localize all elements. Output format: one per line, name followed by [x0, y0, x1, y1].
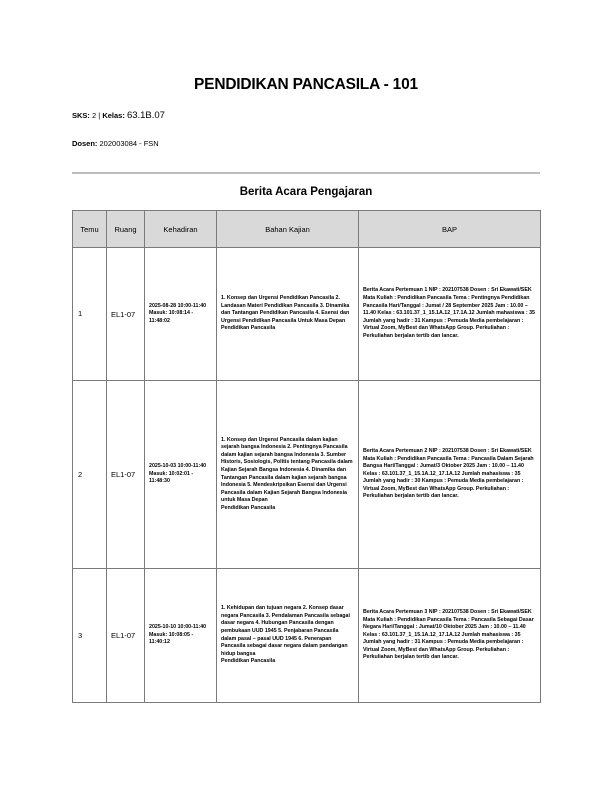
bahan-topic: 1. Kehidupan dan tujuan negara 2. Konsep dasar negara Pancasila 3. Pendalaman Pancasila sebagai dasar negara 4. Hubungan Pancasila dengan pembukaan UUD 1945 5. Penjabaran Pancasila dalam pasal – pasal UUD 1945 6. Penerapan Pancasila sebagai dasar negara dalam pandangan hidup bangsa — [221, 605, 350, 657]
bahan-kajian-cell — [217, 569, 359, 703]
temu-cell: 3 — [73, 569, 107, 703]
kelas-label: Kelas: — [102, 111, 125, 120]
bahan-topic: 1. Konsep dan Urgensi Pendidikan Pancasila 2. Landasan Materi Pendidikan Pancasila 3. Dinamika dan Tantangan Pendidikan Pancasila 4. Esensi dan Urgensi Pendidikan Pancasila Untuk Masa Depan — [221, 295, 350, 324]
bahan-subject: Pendidikan Pancasila — [221, 504, 276, 511]
ruang-cell: EL1-07 — [107, 248, 145, 381]
table-row — [73, 381, 541, 569]
ruang-cell: EL1-07 — [107, 381, 145, 569]
course-title: PENDIDIKAN PANCASILA - 101 — [194, 76, 418, 93]
table-row — [73, 248, 541, 381]
bahan-kajian-cell — [217, 248, 359, 381]
course-meta-dosen — [72, 139, 159, 148]
temu-cell: 1 — [73, 248, 107, 381]
header-kehadiran: Kehadiran — [145, 211, 217, 248]
bahan-subject: Pendidikan Pancasila — [221, 658, 276, 665]
bahan-subject: Pendidikan Pancasila — [221, 325, 276, 332]
sks-label: SKS: — [72, 111, 90, 120]
bap-cell: Berita Acara Pertemuan 1 NIP : 202107538 Dosen : Sri Ekawati/SEK Mata Kuliah : Pendidikan Pancasila Tema : Pentingnya Pendidikan Pancasila Hari/Tanggal : Jumat / 28 September 2025 Jam : 10.00 – 11.40 Kelas : 63.101.37_1_15.1A.12_17.1A.12 Jumlah mahasiswa : 35 Jumlah yang hadir : 31 Kampus : Pemuda Media pembelajaran : Virtual Zoom, MyBest dan WhatsApp Group. Perkuliahan : Perkuliahan berjalan tertib dan lancar. — [359, 248, 541, 381]
table-row — [73, 569, 541, 703]
header-temu: Temu — [73, 211, 107, 248]
temu-cell: 2 — [73, 381, 107, 569]
header-ruang: Ruang — [107, 211, 145, 248]
sks-value: 2 — [92, 111, 97, 120]
section-title: Berita Acara Pengajaran — [239, 186, 373, 198]
kelas-value: 63.1B.07 — [126, 110, 165, 121]
kehadiran-cell: 2025-08-28 10:00-11:40 Masuk: 10:08:14 - 11:48:02 — [145, 248, 217, 381]
bap-cell: Berita Acara Pertemuan 2 NIP : 202107538 Dosen : Sri Ekawati/SEK Mata Kuliah : Pendidikan Pancasila Tema : Pancasila Dalam Sejarah Bangsa Hari/Tanggal : Jumat/3 Oktober 2025 Jam : 10.00 – 11.40 Kelas : 63.101.37_1_15.1A.12_17.1A.12 Jumlah mahasiswa : 35 Jumlah yang hadir : 30 Kampus : Pemuda Media pembelajaran : Virtual Zoom, MyBest dan WhatsApp Group. Perkuliahan : Perkuliahan berjalan tertib dan lancar. — [359, 381, 541, 569]
header-bap: BAP — [359, 211, 541, 248]
horizontal-divider — [72, 172, 540, 174]
teaching-report-table — [72, 210, 541, 703]
kehadiran-cell: 2025-10-03 10:00-11:40 Masuk: 10:02:01 - 11:48:30 — [145, 381, 217, 569]
course-meta-sks-kelas — [72, 110, 165, 121]
meta-separator: | — [98, 111, 101, 120]
table-header-row — [73, 211, 541, 248]
dosen-value: 202003084 - FSN — [99, 139, 159, 148]
bahan-kajian-cell — [217, 381, 359, 569]
ruang-cell: EL1-07 — [107, 569, 145, 703]
kehadiran-cell: 2025-10-10 10:00-11:40 Masuk: 10:08:05 - 11:40:12 — [145, 569, 217, 703]
bahan-topic: 1. Konsep dan Urgensi Pancasila dalam kajian sejarah bangsa Indonesia 2. Pentingnya Pancasila dalam kajian sejarah bangsa Indonesia 3. Sumber Historis, Sosiologis, Politis tentang Pancasila dalam Kajian Sejarah Bangsa Indonesia 4. Dinamika dan Tantangan Pancasila dalam kajian sejarah bangsa Indonesia 5. Mendeskripsikan Esensi dan Urgensi Pancasila dalam Kajian Sejarah Bangsa Indonesia untuk Masa Depan — [221, 436, 353, 504]
dosen-label: Dosen: — [72, 139, 98, 148]
bap-cell: Berita Acara Pertemuan 3 NIP : 202107538 Dosen : Sri Ekawati/SEK Mata Kuliah : Pendidikan Pancasila Tema : Pancasila Sebagai Dasar Negara Hari/Tanggal : Jumat/10 Oktober 2025 Jam : 10.00 – 11.40 Kelas : 63.101.37_1_15.1A.12_17.1A.12 Jumlah mahasiswa : 35 Jumlah yang hadir : 31 Kampus : Pemuda Media pembelajaran : Virtual Zoom, MyBest dan WhatsApp Group. Perkuliahan : Perkuliahan berjalan tertib dan lancar. — [359, 569, 541, 703]
header-bahan-kajian: Bahan Kajian — [217, 211, 359, 248]
